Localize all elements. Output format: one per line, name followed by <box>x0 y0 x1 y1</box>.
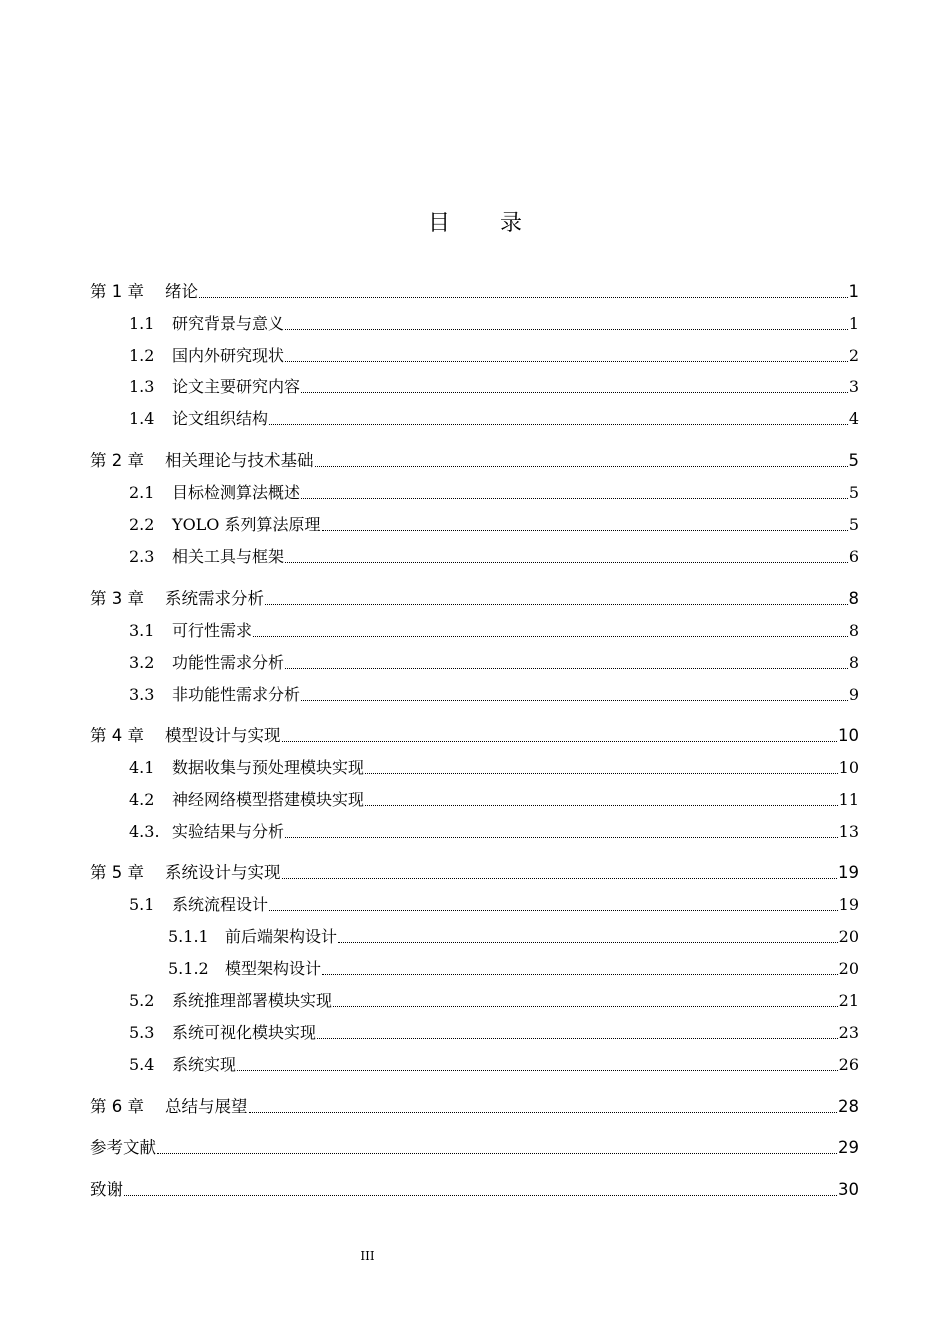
toc-entry[interactable] <box>90 1133 859 1159</box>
toc-leader-dots <box>157 1152 837 1154</box>
toc-entry[interactable] <box>90 753 859 779</box>
toc-entry-title: 系统需求分析 <box>165 589 264 608</box>
toc-entry[interactable] <box>90 372 859 398</box>
toc-leader-dots <box>333 1005 838 1007</box>
toc-entry-page: 8 <box>848 589 859 608</box>
toc-entry-number: 5.1.2 <box>168 959 209 978</box>
toc-entry-title: 模型设计与实现 <box>165 726 281 745</box>
toc-leader-dots <box>338 941 838 943</box>
toc-entry-page: 29 <box>838 1138 859 1157</box>
toc-leader-dots <box>365 804 838 806</box>
toc-entry-page: 6 <box>848 547 859 566</box>
toc-entry[interactable] <box>90 542 859 568</box>
toc-entry-title: 绪论 <box>165 282 198 301</box>
toc-entry-page: 9 <box>848 685 859 704</box>
toc-entry-number: 第 6 章 <box>90 1097 144 1116</box>
toc-entry[interactable] <box>90 648 859 674</box>
toc-entry-page: 3 <box>848 377 859 396</box>
toc-entry-page: 19 <box>838 895 859 914</box>
toc-entry[interactable] <box>90 510 859 536</box>
toc-entry-number: 第 3 章 <box>90 589 144 608</box>
toc-entry-page: 5 <box>848 483 859 502</box>
toc-entry[interactable] <box>90 858 859 884</box>
toc-entry[interactable] <box>90 584 859 610</box>
toc-entry[interactable] <box>90 785 859 811</box>
toc-entry-title: 致谢 <box>90 1180 123 1199</box>
toc-entry-number: 2.1 <box>129 483 155 502</box>
toc-leader-dots <box>269 423 848 425</box>
toc-entry-page: 5 <box>848 451 859 470</box>
toc-entry[interactable] <box>90 309 859 335</box>
page-number: III <box>360 1249 375 1263</box>
toc-entry-number: 第 4 章 <box>90 726 144 745</box>
toc-leader-dots <box>285 328 848 330</box>
toc-entry[interactable] <box>90 341 859 367</box>
toc-title-char-1: 目 <box>427 211 450 236</box>
toc-leader-dots <box>322 529 848 531</box>
toc-entry[interactable] <box>90 404 859 430</box>
toc-entry-page: 26 <box>838 1055 859 1074</box>
toc-entry-number: 2.2 <box>129 515 155 534</box>
toc-entry-number: 3.2 <box>129 653 155 672</box>
toc-entry[interactable] <box>90 616 859 642</box>
toc-entry-number: 5.3 <box>129 1023 155 1042</box>
toc-entry-page: 28 <box>838 1097 859 1116</box>
toc-entry-number: 4.2 <box>129 790 155 809</box>
toc-leader-dots <box>301 497 848 499</box>
toc-leader-dots <box>315 465 848 467</box>
toc-entry-title: 相关工具与框架 <box>172 547 285 566</box>
toc-entry-number: 5.4 <box>129 1055 155 1074</box>
toc-entry[interactable] <box>90 1050 859 1076</box>
toc-leader-dots <box>322 973 838 975</box>
toc-entry-number: 3.1 <box>129 621 155 640</box>
toc-entry-title: 功能性需求分析 <box>172 653 285 672</box>
toc-leader-dots <box>317 1037 838 1039</box>
toc-entry-number: 5.2 <box>129 991 155 1010</box>
toc-entry-title: 论文主要研究内容 <box>172 377 301 396</box>
toc-leader-dots <box>365 772 838 774</box>
toc-entry-title: 数据收集与预处理模块实现 <box>172 758 365 777</box>
toc-entry-title: 总结与展望 <box>165 1097 248 1116</box>
toc-entry-number: 第 5 章 <box>90 863 144 882</box>
toc-leader-dots <box>124 1194 837 1196</box>
toc-entry-page: 4 <box>848 409 859 428</box>
toc-entry-number: 2.3 <box>129 547 155 566</box>
toc-entry[interactable] <box>90 986 859 1012</box>
toc-entry-title: 目标检测算法概述 <box>172 483 301 502</box>
toc-leader-dots <box>285 667 848 669</box>
toc-entry-number: 4.3. <box>129 822 160 841</box>
toc-entry[interactable] <box>90 1018 859 1044</box>
toc-leader-dots <box>301 391 848 393</box>
toc-title <box>0 204 950 244</box>
toc-entry-title: 论文组织结构 <box>172 409 269 428</box>
toc-leader-dots <box>282 740 838 742</box>
toc-entry[interactable] <box>90 954 859 980</box>
toc-entry[interactable] <box>90 890 859 916</box>
toc-entry-title: 参考文献 <box>90 1138 156 1157</box>
toc-entry-number: 5.1.1 <box>168 927 209 946</box>
toc-entry[interactable] <box>90 680 859 706</box>
toc-entry-title: 神经网络模型搭建模块实现 <box>172 790 365 809</box>
toc-entry-page: 19 <box>838 863 859 882</box>
toc-entry-page: 11 <box>838 790 859 809</box>
toc-entry-page: 1 <box>848 314 859 333</box>
toc-entry-title: 系统实现 <box>172 1055 237 1074</box>
toc-entry-title: 系统可视化模块实现 <box>172 1023 317 1042</box>
toc-entry-title: 相关理论与技术基础 <box>165 451 314 470</box>
toc-entry[interactable] <box>90 478 859 504</box>
toc-entry[interactable] <box>90 817 859 843</box>
toc-entry-page: 10 <box>838 758 859 777</box>
toc-leader-dots <box>285 360 848 362</box>
toc-entry-page: 13 <box>838 822 859 841</box>
toc-entry-page: 2 <box>848 346 859 365</box>
toc-entry[interactable] <box>90 446 859 472</box>
toc-leader-dots <box>285 836 838 838</box>
toc-entry-title: YOLO 系列算法原理 <box>172 515 321 534</box>
toc-entry[interactable] <box>90 922 859 948</box>
toc-entry-number: 4.1 <box>129 758 155 777</box>
toc-entry[interactable] <box>90 721 859 747</box>
toc-entry-page: 30 <box>838 1180 859 1199</box>
toc-title-char-2: 录 <box>500 211 523 236</box>
toc-entry-title: 非功能性需求分析 <box>172 685 301 704</box>
toc-entry-title: 实验结果与分析 <box>172 822 285 841</box>
toc-leader-dots <box>253 635 848 637</box>
toc-leader-dots <box>237 1069 838 1071</box>
toc-entry[interactable] <box>90 1175 859 1201</box>
toc-entry-page: 20 <box>838 959 859 978</box>
toc-entry-page: 20 <box>838 927 859 946</box>
toc-leader-dots <box>282 877 838 879</box>
toc-leader-dots <box>249 1111 838 1113</box>
toc-entry-number: 1.3 <box>129 377 155 396</box>
toc-entry-number: 5.1 <box>129 895 155 914</box>
toc-entry-title: 国内外研究现状 <box>172 346 285 365</box>
toc-entry-title: 可行性需求 <box>172 621 253 640</box>
toc-entry-page: 8 <box>848 653 859 672</box>
toc-entry-title: 系统流程设计 <box>172 895 269 914</box>
toc-entry-title: 前后端架构设计 <box>225 927 338 946</box>
toc-entry-page: 23 <box>838 1023 859 1042</box>
toc-entry-number: 第 2 章 <box>90 451 144 470</box>
toc-entry-title: 系统设计与实现 <box>165 863 281 882</box>
toc-entry[interactable] <box>90 277 859 303</box>
toc-entry-page: 1 <box>848 282 859 301</box>
toc-leader-dots <box>199 296 848 298</box>
toc-entry-page: 5 <box>848 515 859 534</box>
toc-entry[interactable] <box>90 1092 859 1118</box>
toc-leader-dots <box>301 699 848 701</box>
toc-entry-number: 1.1 <box>129 314 155 333</box>
toc-entry-number: 1.4 <box>129 409 155 428</box>
toc-entry-page: 8 <box>848 621 859 640</box>
toc-leader-dots <box>269 909 838 911</box>
toc-entry-number: 1.2 <box>129 346 155 365</box>
toc-entry-title: 系统推理部署模块实现 <box>172 991 333 1010</box>
toc-entry-page: 21 <box>838 991 859 1010</box>
toc-entry-page: 10 <box>838 726 859 745</box>
toc-entry-title: 研究背景与意义 <box>172 314 285 333</box>
toc-leader-dots <box>265 603 848 605</box>
toc-leader-dots <box>285 561 848 563</box>
toc-entry-number: 第 1 章 <box>90 282 144 301</box>
toc-entry-number: 3.3 <box>129 685 155 704</box>
toc-entry-title: 模型架构设计 <box>225 959 322 978</box>
